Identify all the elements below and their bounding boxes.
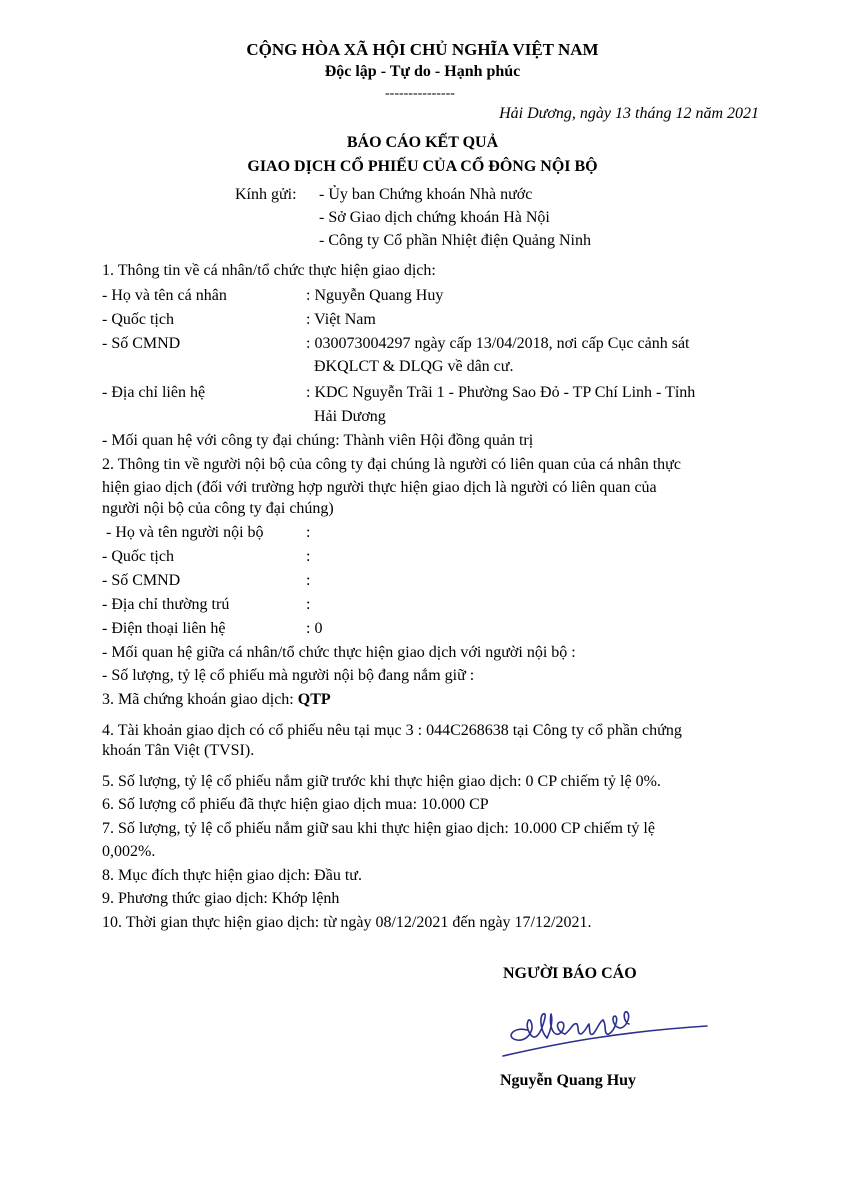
section4-cont: khoán Tân Việt (TVSI).: [102, 742, 255, 759]
signer-name: Nguyễn Quang Huy: [500, 1072, 637, 1089]
recipients-label: Kính gửi:: [235, 186, 297, 203]
section8: 8. Mục đích thực hiện giao dịch: Đầu tư.: [102, 867, 362, 884]
name-label: - Họ và tên cá nhân: [102, 287, 227, 304]
recipient-item: - Ủy ban Chứng khoán Nhà nước: [319, 186, 533, 203]
section1-heading: 1. Thông tin về cá nhân/tổ chức thực hiện giao dịch:: [102, 262, 436, 279]
address-value: : KDC Nguyễn Trãi 1 - Phường Sao Đỏ - TP Chí Linh - Tỉnh: [306, 384, 696, 401]
insider-address-value: :: [306, 596, 311, 613]
section7-cont: 0,002%.: [102, 843, 156, 860]
report-title: BÁO CÁO KẾT QUẢ: [346, 134, 499, 151]
insider-id-label: - Số CMND: [102, 572, 181, 589]
section4: 4. Tài khoản giao dịch có cổ phiếu nêu tại mục 3 : 044C268638 tại Công ty cổ phần chứng: [102, 722, 682, 739]
id-value: : 030073004297 ngày cấp 13/04/2018, nơi cấp Cục cảnh sát: [306, 335, 690, 352]
nationality-label: - Quốc tịch: [102, 311, 174, 328]
section7: 7. Số lượng, tỷ lệ cổ phiếu nắm giữ sau khi thực hiện giao dịch: 10.000 CP chiếm tỷ lệ: [102, 820, 655, 837]
insider-phone-value: : 0: [306, 620, 323, 637]
section2-heading: 2. Thông tin về người nội bộ của công ty đại chúng là người có liên quan của cá nhân thực: [102, 456, 681, 473]
address-label: - Địa chỉ liên hệ: [102, 384, 206, 401]
section3: [102, 691, 331, 709]
insider-holding: - Số lượng, tỷ lệ cổ phiếu mà người nội bộ đang nắm giữ :: [102, 667, 475, 684]
recipient-item: - Sở Giao dịch chứng khoán Hà Nội: [319, 209, 550, 226]
address-value-cont: Hải Dương: [314, 408, 386, 425]
insider-nationality-value: :: [306, 548, 311, 565]
insider-address-label: - Địa chỉ thường trú: [102, 596, 230, 613]
id-label: - Số CMND: [102, 335, 181, 352]
relation-line: - Mối quan hệ với công ty đại chúng: Thành viên Hội đồng quản trị: [102, 432, 534, 449]
signer-title: NGƯỜI BÁO CÁO: [503, 965, 637, 982]
place-date: Hải Dương, ngày 13 tháng 12 năm 2021: [499, 105, 759, 122]
insider-nationality-label: - Quốc tịch: [102, 548, 174, 565]
nation-title: CỘNG HÒA XÃ HỘI CHỦ NGHĨA VIỆT NAM: [246, 40, 599, 59]
separator: ---------------: [385, 86, 455, 101]
insider-relation: - Mối quan hệ giữa cá nhân/tổ chức thực hiện giao dịch với người nội bộ :: [102, 644, 576, 661]
section10: 10. Thời gian thực hiện giao dịch: từ ngày 08/12/2021 đến ngày 17/12/2021.: [102, 914, 592, 931]
section9: 9. Phương thức giao dịch: Khớp lệnh: [102, 890, 340, 907]
insider-name-label: - Họ và tên người nội bộ: [106, 524, 264, 541]
stock-code: QTP: [297, 691, 331, 708]
recipient-item: - Công ty Cổ phần Nhiệt điện Quảng Ninh: [319, 232, 591, 249]
insider-phone-label: - Điện thoại liên hệ: [102, 620, 226, 637]
report-subtitle: GIAO DỊCH CỔ PHIẾU CỦA CỔ ĐÔNG NỘI BỘ: [247, 158, 598, 175]
stock-code-label: 3. Mã chứng khoán giao dịch:: [102, 691, 298, 708]
insider-name-value: :: [306, 524, 311, 541]
insider-id-value: :: [306, 572, 311, 589]
section2-heading-cont: hiện giao dịch (đối với trường hợp người thực hiện giao dịch là người có liên quan của: [102, 479, 657, 496]
nationality-value: : Việt Nam: [306, 311, 376, 328]
section2-heading-cont: người nội bộ của công ty đại chúng): [102, 500, 334, 517]
section5: 5. Số lượng, tỷ lệ cổ phiếu nắm giữ trước khi thực hiện giao dịch: 0 CP chiếm tỷ lệ 0%.: [102, 773, 661, 790]
id-value-cont: ĐKQLCT & DLQG về dân cư.: [314, 358, 514, 375]
name-value: : Nguyễn Quang Huy: [306, 287, 444, 304]
section6: 6. Số lượng cổ phiếu đã thực hiện giao dịch mua: 10.000 CP: [102, 796, 489, 813]
motto: Độc lập - Tự do - Hạnh phúc: [324, 63, 521, 80]
handwritten-signature: [495, 1000, 715, 1062]
